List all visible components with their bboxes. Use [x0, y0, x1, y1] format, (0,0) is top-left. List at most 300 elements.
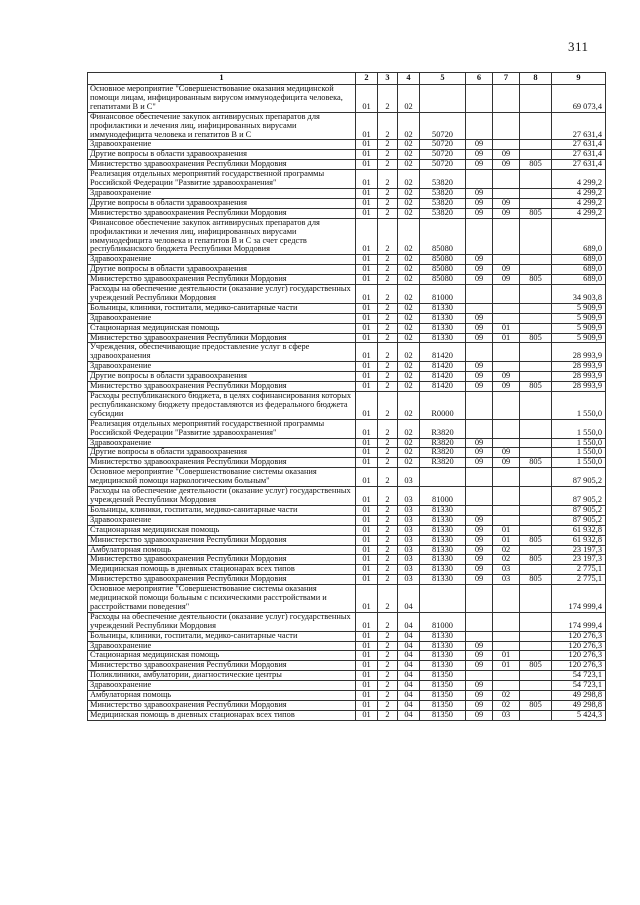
row-code-cell [493, 140, 520, 150]
row-code-cell: 01 [356, 362, 378, 372]
row-code-cell: 01 [356, 565, 378, 575]
row-code-cell: 805 [520, 160, 552, 170]
header-row [88, 73, 606, 85]
row-code-cell: 09 [466, 691, 493, 701]
table-row [88, 585, 606, 613]
row-code-cell: 09 [466, 525, 493, 535]
row-code-cell: 09 [466, 651, 493, 661]
row-amount-cell: 120 276,3 [552, 661, 606, 671]
row-code-cell: 02 [398, 255, 420, 265]
row-code-cell [493, 188, 520, 198]
row-code-cell: 50720 [420, 112, 466, 140]
table-row [88, 392, 606, 420]
row-name-cell: Здравоохранение [88, 438, 356, 448]
row-code-cell [493, 218, 520, 255]
table-row [88, 641, 606, 651]
row-code-cell: 01 [356, 555, 378, 565]
row-name-cell: Больницы, клиники, госпитали, медико-санитарные части [88, 631, 356, 641]
table-row [88, 85, 606, 113]
table-row [88, 515, 606, 525]
row-code-cell: 04 [398, 701, 420, 711]
table-row [88, 525, 606, 535]
row-code-cell: 09 [466, 575, 493, 585]
row-name-cell: Министерство здравоохранения Республики Мордовия [88, 160, 356, 170]
row-code-cell: 81330 [420, 525, 466, 535]
row-code-cell: 09 [466, 701, 493, 711]
row-code-cell: 09 [466, 710, 493, 720]
row-code-cell: 09 [466, 150, 493, 160]
row-code-cell: 03 [398, 468, 420, 487]
row-code-cell: 805 [520, 458, 552, 468]
table-row [88, 710, 606, 720]
row-code-cell: 02 [398, 458, 420, 468]
row-code-cell: 01 [356, 585, 378, 613]
row-code-cell: 03 [398, 505, 420, 515]
row-name-cell: Стационарная медицинская помощь [88, 525, 356, 535]
row-code-cell: 85080 [420, 265, 466, 275]
row-code-cell [520, 303, 552, 313]
row-code-cell: 01 [356, 170, 378, 189]
row-name-cell: Другие вопросы в области здравоохранения [88, 448, 356, 458]
row-code-cell: 2 [378, 218, 398, 255]
table-row [88, 198, 606, 208]
row-name-cell: Здравоохранение [88, 313, 356, 323]
row-code-cell [520, 710, 552, 720]
row-code-cell: 04 [398, 661, 420, 671]
row-code-cell [493, 362, 520, 372]
row-code-cell: 81350 [420, 681, 466, 691]
row-code-cell: 805 [520, 575, 552, 585]
row-code-cell [466, 285, 493, 304]
row-code-cell: 2 [378, 265, 398, 275]
row-code-cell [520, 448, 552, 458]
row-code-cell: 2 [378, 505, 398, 515]
row-code-cell: 02 [398, 188, 420, 198]
row-name-cell: Основное мероприятие "Совершенствование оказания медицинской помощи лицам, инфицированным вирусом иммунодефицита человека, гепатитами В и С" [88, 85, 356, 113]
row-name-cell: Министерство здравоохранения Республики Мордовия [88, 333, 356, 343]
row-amount-cell: 1 550,0 [552, 438, 606, 448]
row-code-cell: 81420 [420, 372, 466, 382]
row-code-cell: 02 [398, 140, 420, 150]
row-code-cell [520, 265, 552, 275]
row-code-cell: 02 [398, 160, 420, 170]
row-code-cell [520, 468, 552, 487]
table-row [88, 651, 606, 661]
row-code-cell [520, 585, 552, 613]
row-code-cell: 2 [378, 392, 398, 420]
row-code-cell: 85080 [420, 275, 466, 285]
row-code-cell: 81330 [420, 631, 466, 641]
column-header: 8 [520, 73, 552, 85]
row-code-cell: 01 [356, 710, 378, 720]
row-amount-cell: 87 905,2 [552, 468, 606, 487]
row-code-cell [466, 631, 493, 641]
row-code-cell [493, 419, 520, 438]
table-row [88, 275, 606, 285]
row-code-cell: 2 [378, 275, 398, 285]
row-code-cell: 02 [398, 382, 420, 392]
row-code-cell: 01 [356, 515, 378, 525]
row-name-cell: Министерство здравоохранения Республики Мордовия [88, 275, 356, 285]
row-code-cell: 09 [493, 265, 520, 275]
row-code-cell: 2 [378, 555, 398, 565]
row-code-cell: 81330 [420, 303, 466, 313]
row-code-cell [466, 612, 493, 631]
row-code-cell: 03 [398, 575, 420, 585]
row-code-cell: 09 [466, 265, 493, 275]
row-code-cell [466, 585, 493, 613]
row-code-cell: 2 [378, 285, 398, 304]
row-code-cell: 01 [356, 313, 378, 323]
row-code-cell: 805 [520, 661, 552, 671]
row-code-cell: 01 [356, 505, 378, 515]
row-code-cell: 53820 [420, 208, 466, 218]
row-code-cell: 01 [356, 255, 378, 265]
table-row [88, 631, 606, 641]
row-code-cell [520, 671, 552, 681]
row-code-cell: 09 [493, 208, 520, 218]
row-code-cell: 81000 [420, 487, 466, 506]
row-code-cell: 01 [356, 208, 378, 218]
row-code-cell [520, 218, 552, 255]
row-code-cell: 81420 [420, 382, 466, 392]
row-code-cell: 02 [398, 333, 420, 343]
row-code-cell: 81330 [420, 575, 466, 585]
row-code-cell: 805 [520, 382, 552, 392]
row-code-cell: 01 [356, 468, 378, 487]
row-code-cell [520, 565, 552, 575]
row-name-cell: Медицинская помощь в дневных стационарах всех типов [88, 710, 356, 720]
row-name-cell: Министерство здравоохранения Республики Мордовия [88, 661, 356, 671]
row-name-cell: Здравоохранение [88, 515, 356, 525]
row-code-cell: 04 [398, 585, 420, 613]
table-row [88, 468, 606, 487]
row-code-cell: 01 [356, 392, 378, 420]
row-code-cell [520, 198, 552, 208]
table-row [88, 323, 606, 333]
row-amount-cell: 61 932,8 [552, 535, 606, 545]
row-amount-cell: 2 775,1 [552, 575, 606, 585]
row-code-cell: 01 [356, 112, 378, 140]
row-code-cell [493, 585, 520, 613]
row-amount-cell: 1 550,0 [552, 419, 606, 438]
row-amount-cell: 5 909,9 [552, 303, 606, 313]
row-code-cell: 02 [398, 438, 420, 448]
row-amount-cell: 4 299,2 [552, 170, 606, 189]
table-row [88, 255, 606, 265]
column-header: 5 [420, 73, 466, 85]
row-code-cell [520, 140, 552, 150]
row-name-cell: Расходы на обеспечение деятельности (оказание услуг) государственных учреждений Республики Мордовия [88, 285, 356, 304]
table-row [88, 303, 606, 313]
row-code-cell: 01 [356, 419, 378, 438]
row-code-cell: 01 [356, 150, 378, 160]
row-code-cell: 81350 [420, 701, 466, 711]
row-name-cell: Министерство здравоохранения Республики Мордовия [88, 555, 356, 565]
table-row [88, 535, 606, 545]
row-code-cell: 2 [378, 468, 398, 487]
row-code-cell: 2 [378, 150, 398, 160]
row-code-cell [493, 612, 520, 631]
row-code-cell: 2 [378, 188, 398, 198]
row-name-cell: Больницы, клиники, госпитали, медико-санитарные части [88, 303, 356, 313]
row-code-cell: 03 [398, 487, 420, 506]
row-code-cell: 2 [378, 170, 398, 189]
table-row [88, 438, 606, 448]
row-amount-cell: 28 993,9 [552, 362, 606, 372]
row-code-cell [466, 112, 493, 140]
row-name-cell: Здравоохранение [88, 641, 356, 651]
table-row [88, 140, 606, 150]
row-amount-cell: 5 909,9 [552, 313, 606, 323]
row-name-cell: Здравоохранение [88, 140, 356, 150]
column-header: 2 [356, 73, 378, 85]
row-code-cell: 2 [378, 710, 398, 720]
row-code-cell: 01 [493, 651, 520, 661]
row-code-cell: 09 [493, 160, 520, 170]
row-code-cell: 2 [378, 160, 398, 170]
row-amount-cell: 120 276,3 [552, 631, 606, 641]
row-code-cell [466, 419, 493, 438]
row-code-cell: 03 [398, 555, 420, 565]
table-row [88, 545, 606, 555]
row-amount-cell: 689,0 [552, 218, 606, 255]
row-name-cell: Другие вопросы в области здравоохранения [88, 198, 356, 208]
row-code-cell: 02 [398, 362, 420, 372]
row-code-cell: 50720 [420, 150, 466, 160]
row-code-cell: 09 [493, 275, 520, 285]
row-code-cell: 2 [378, 545, 398, 555]
table-row [88, 333, 606, 343]
row-code-cell: 09 [466, 323, 493, 333]
table-row [88, 487, 606, 506]
row-code-cell [520, 313, 552, 323]
row-code-cell: 01 [356, 218, 378, 255]
row-code-cell [520, 651, 552, 661]
row-code-cell: 02 [398, 265, 420, 275]
row-code-cell: 09 [493, 382, 520, 392]
row-amount-cell: 689,0 [552, 275, 606, 285]
row-code-cell [520, 255, 552, 265]
row-code-cell: 04 [398, 671, 420, 681]
table-row [88, 170, 606, 189]
row-code-cell [493, 641, 520, 651]
table-row [88, 681, 606, 691]
row-code-cell: 01 [356, 265, 378, 275]
row-code-cell: 2 [378, 343, 398, 362]
table-row [88, 218, 606, 255]
row-code-cell: 81350 [420, 671, 466, 681]
row-code-cell [520, 150, 552, 160]
row-code-cell: 2 [378, 382, 398, 392]
row-amount-cell: 5 909,9 [552, 333, 606, 343]
row-code-cell: 2 [378, 585, 398, 613]
row-name-cell: Другие вопросы в области здравоохранения [88, 265, 356, 275]
row-code-cell [520, 112, 552, 140]
row-code-cell: 01 [356, 691, 378, 701]
row-code-cell [520, 505, 552, 515]
row-code-cell: 09 [466, 313, 493, 323]
row-code-cell: 09 [466, 208, 493, 218]
row-name-cell: Стационарная медицинская помощь [88, 323, 356, 333]
table-row [88, 362, 606, 372]
row-code-cell: 09 [466, 140, 493, 150]
row-code-cell: 2 [378, 631, 398, 641]
row-code-cell: 85080 [420, 218, 466, 255]
row-code-cell: 09 [466, 661, 493, 671]
row-code-cell: 03 [493, 710, 520, 720]
row-name-cell: Министерство здравоохранения Республики Мордовия [88, 208, 356, 218]
table-row [88, 661, 606, 671]
row-code-cell [520, 85, 552, 113]
row-name-cell: Амбулаторная помощь [88, 691, 356, 701]
row-code-cell: 02 [398, 323, 420, 333]
row-code-cell [520, 188, 552, 198]
row-code-cell [466, 303, 493, 313]
row-code-cell: 81330 [420, 323, 466, 333]
table-row [88, 313, 606, 323]
row-amount-cell: 87 905,2 [552, 487, 606, 506]
table-row [88, 382, 606, 392]
row-code-cell: 03 [398, 525, 420, 535]
row-code-cell: 01 [356, 671, 378, 681]
table-row [88, 285, 606, 304]
row-code-cell: 09 [466, 545, 493, 555]
row-code-cell: 04 [398, 651, 420, 661]
row-code-cell [520, 285, 552, 304]
row-amount-cell: 61 932,8 [552, 525, 606, 535]
row-code-cell: 01 [356, 333, 378, 343]
row-code-cell [493, 112, 520, 140]
row-code-cell: 01 [356, 448, 378, 458]
row-code-cell: 805 [520, 333, 552, 343]
row-code-cell: 2 [378, 419, 398, 438]
row-code-cell: 01 [356, 661, 378, 671]
row-code-cell: 2 [378, 671, 398, 681]
row-code-cell [520, 515, 552, 525]
row-name-cell: Здравоохранение [88, 255, 356, 265]
row-code-cell: 2 [378, 255, 398, 265]
row-code-cell: 01 [356, 458, 378, 468]
row-code-cell: 09 [493, 198, 520, 208]
budget-table [87, 72, 606, 721]
row-amount-cell: 34 903,8 [552, 285, 606, 304]
row-name-cell: Министерство здравоохранения Республики Мордовия [88, 701, 356, 711]
row-code-cell: 2 [378, 661, 398, 671]
table-row [88, 671, 606, 681]
row-code-cell: 01 [356, 651, 378, 661]
column-header: 1 [88, 73, 356, 85]
table-row [88, 448, 606, 458]
row-code-cell: 2 [378, 515, 398, 525]
row-code-cell: 02 [398, 85, 420, 113]
row-amount-cell: 1 550,0 [552, 392, 606, 420]
row-amount-cell: 1 550,0 [552, 448, 606, 458]
row-code-cell: 81330 [420, 313, 466, 323]
row-name-cell: Стационарная медицинская помощь [88, 651, 356, 661]
row-code-cell: 01 [356, 612, 378, 631]
row-code-cell: 01 [356, 372, 378, 382]
table-row [88, 505, 606, 515]
row-code-cell: 2 [378, 112, 398, 140]
row-name-cell: Здравоохранение [88, 362, 356, 372]
row-code-cell: 01 [356, 487, 378, 506]
row-amount-cell: 28 993,9 [552, 372, 606, 382]
row-code-cell: 81330 [420, 565, 466, 575]
row-code-cell: 81330 [420, 661, 466, 671]
row-code-cell [493, 343, 520, 362]
row-code-cell: 01 [493, 535, 520, 545]
row-code-cell: 03 [398, 535, 420, 545]
row-amount-cell: 27 631,4 [552, 160, 606, 170]
row-code-cell [520, 372, 552, 382]
row-code-cell: 04 [398, 641, 420, 651]
row-code-cell [493, 285, 520, 304]
row-amount-cell: 4 299,2 [552, 198, 606, 208]
row-code-cell [520, 641, 552, 651]
row-amount-cell: 23 197,3 [552, 545, 606, 555]
table-row [88, 150, 606, 160]
row-code-cell: 04 [398, 612, 420, 631]
row-code-cell: 04 [398, 710, 420, 720]
row-name-cell: Учреждения, обеспечивающие предоставление услуг в сфере здравоохранения [88, 343, 356, 362]
row-code-cell: 01 [493, 661, 520, 671]
row-amount-cell: 28 993,9 [552, 343, 606, 362]
row-amount-cell: 27 631,4 [552, 140, 606, 150]
row-code-cell [520, 681, 552, 691]
row-code-cell [520, 419, 552, 438]
row-code-cell: 09 [466, 255, 493, 265]
row-code-cell: 01 [356, 285, 378, 304]
row-amount-cell: 120 276,3 [552, 641, 606, 651]
row-code-cell [420, 468, 466, 487]
row-code-cell: 09 [493, 150, 520, 160]
row-code-cell [493, 468, 520, 487]
row-amount-cell: 23 197,3 [552, 555, 606, 565]
row-code-cell: 01 [356, 438, 378, 448]
row-code-cell [466, 85, 493, 113]
row-code-cell [520, 323, 552, 333]
row-code-cell: 2 [378, 458, 398, 468]
table-row [88, 575, 606, 585]
page-number: 311 [568, 39, 589, 54]
row-code-cell [520, 170, 552, 189]
row-code-cell: 01 [493, 323, 520, 333]
table-row [88, 565, 606, 575]
row-code-cell: 01 [356, 631, 378, 641]
row-code-cell: 81330 [420, 515, 466, 525]
row-code-cell [466, 487, 493, 506]
row-code-cell: 2 [378, 525, 398, 535]
column-header: 3 [378, 73, 398, 85]
row-code-cell: R3820 [420, 448, 466, 458]
row-code-cell: 2 [378, 535, 398, 545]
row-code-cell [520, 525, 552, 535]
row-name-cell: Поликлиники, амбулатории, диагностические центры [88, 671, 356, 681]
row-code-cell [466, 170, 493, 189]
row-code-cell: 09 [466, 160, 493, 170]
row-code-cell: 2 [378, 575, 398, 585]
column-header: 6 [466, 73, 493, 85]
row-code-cell: 02 [398, 313, 420, 323]
row-code-cell: 03 [398, 565, 420, 575]
row-name-cell: Амбулаторная помощь [88, 545, 356, 555]
row-code-cell: 81330 [420, 333, 466, 343]
column-header: 4 [398, 73, 420, 85]
row-amount-cell: 28 993,9 [552, 382, 606, 392]
row-code-cell [493, 255, 520, 265]
row-code-cell [520, 545, 552, 555]
